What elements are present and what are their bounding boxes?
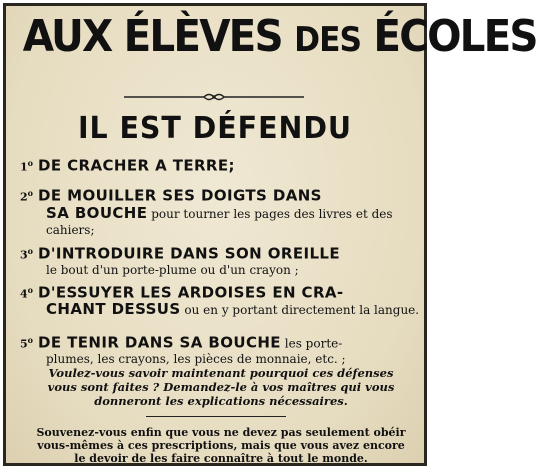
rule-number: 5$^o$ [20, 335, 33, 351]
rule-number: 4$^o$ [20, 285, 33, 301]
rule-item-2 [20, 186, 420, 238]
question-paragraph: Voulez-vous savoir maintenant pourquoi ces défenses vous sont faites ? Demandez-le à vos maîtres qui vous donneront les explications nécessaires. [47, 366, 395, 408]
footer-paragraph: Souvenez-vous enfin que vous ne devez pas seulement obéir vous-mêmes à ces prescriptions, mais que vous avez encore le devoir de les faire connaître à tout le monde. [36, 426, 406, 465]
headline-part-2: DES [294, 20, 362, 60]
separator-rule [146, 416, 286, 417]
headline-part-3: ÉCOLES [361, 11, 537, 62]
rule-text-bold: DE CRACHER A TERRE; [38, 156, 235, 175]
rule-item-5 [20, 333, 420, 367]
rule-continuation: le bout d'un porte-plume ou d'un crayon ; [46, 262, 299, 277]
rule-continuation: SA BOUCHE pour tourner les pages des livres et des cahiers; [46, 203, 393, 237]
rule-text-bold: DE MOUILLER SES DOIGTS DANS [38, 186, 322, 205]
poster [3, 3, 537, 466]
rule-text-bold: D'INTRODUIRE DANS SON OREILLE [38, 244, 341, 263]
rule-text-bold: D'ESSUYER LES ARDOISES EN CRA- [38, 283, 344, 302]
rule-item-4 [20, 283, 420, 318]
headline-part-1: AUX ÉLÈVES [22, 11, 295, 62]
rule-number: 3$^o$ [20, 246, 33, 262]
rule-continuation: CHANT DESSUS ou en y portant directement la langue. [46, 299, 420, 318]
rule-item-1 [20, 156, 420, 175]
poster-headline [22, 11, 537, 65]
rule-item-3 [20, 244, 420, 278]
rule-continuation: plumes, les crayons, les pièces de monnaie, etc. ; [46, 351, 346, 366]
ornament-divider [124, 92, 304, 102]
rule-number: 1$^o$ [20, 158, 33, 174]
poster-subhead: IL EST DÉFENDU [77, 111, 353, 146]
rule-number: 2$^o$ [20, 188, 33, 204]
rule-text-bold: DE TENIR DANS SA BOUCHE [38, 333, 281, 352]
rule-text-regular: les porte- [280, 336, 343, 351]
